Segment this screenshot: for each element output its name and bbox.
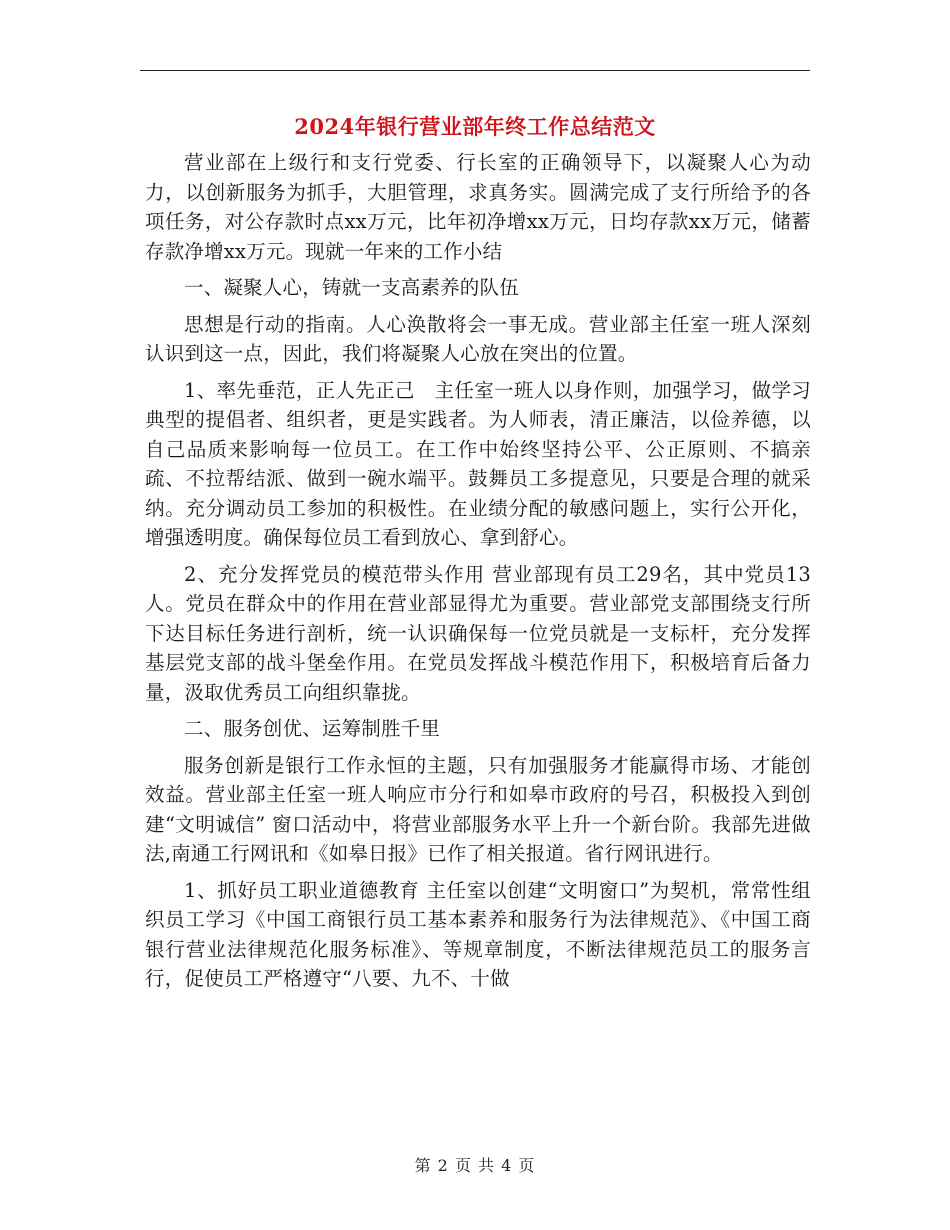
paragraph-intro: 营业部在上级行和支行党委、行长室的正确领导下，以凝聚人心为动力，以创新服务为抓手，大胆管理，求真务实。圆满完成了支行所给予的各项任务，对公存款时点xx万元，比年初净增xx万元，日均存款xx万元，储蓄存款净增xx万元。现就一年来的工作小结	[145, 151, 811, 263]
paragraph: 服务创新是银行工作永恒的主题，只有加强服务才能赢得市场、才能创效益。营业部主任室一班人响应市分行和如皋市政府的号召，积极投入到创建“文明诚信” 窗口活动中，将营业部服务水平上升一个新台阶。我部先进做法,南通工行网讯和《如皋日报》已作了相关报道。省行网讯进行。	[145, 753, 811, 865]
paragraph: 1、率先垂范，正人先正己 主任室一班人以身作则，加强学习，做学习典型的提倡者、组织者，更是实践者。为人师表，清正廉洁，以俭养德，以自己品质来影响每一位员工。在工作中始终坚持公平、公正原则、不搞亲疏、不拉帮结派、做到一碗水端平。鼓舞员工多提意见，只要是合理的就采纳。充分调动员工参加的积极性。在业绩分配的敏感问题上，实行公开化，增强透明度。确保每位员工看到放心、拿到舒心。	[145, 378, 811, 549]
section-heading-2: 二、服务创优、运筹制胜千里	[184, 717, 441, 740]
paragraph: 2、充分发挥党员的模范带头作用 营业部现有员工29名，其中党员13人。党员在群众中的作用在营业部显得尤为重要。营业部党支部围绕支行所下达目标任务进行剖析，统一认识确保每一位党员就是一支标杆，充分发挥基层党支部的战斗堡垒作用。在党员发挥战斗模范作用下，积极培育后备力量，汲取优秀员工向组织靠拢。	[145, 562, 811, 704]
paragraph: 思想是行动的指南。人心涣散将会一事无成。营业部主任室一班人深刻认识到这一点，因此，我们将凝聚人心放在突出的位置。	[145, 312, 811, 365]
section-heading-1: 一、凝聚人心，铸就一支高素养的队伍	[184, 276, 519, 299]
document-title: 2024年银行营业部年终工作总结范文	[294, 114, 656, 139]
header-rule	[140, 70, 810, 71]
page-footer: 第 2 页 共 4 页	[414, 1156, 536, 1175]
paragraph: 1、抓好员工职业道德教育 主任室以创建“文明窗口”为契机，常常性组织员工学习《中国工商银行员工基本素养和服务行为法律规范》、《中国工商银行营业法律规范化服务标准》、等规章制度，不断法律规范员工的服务言行，促使员工严格遵守“八要、九不、十做	[145, 878, 811, 990]
document-body	[145, 148, 811, 1001]
